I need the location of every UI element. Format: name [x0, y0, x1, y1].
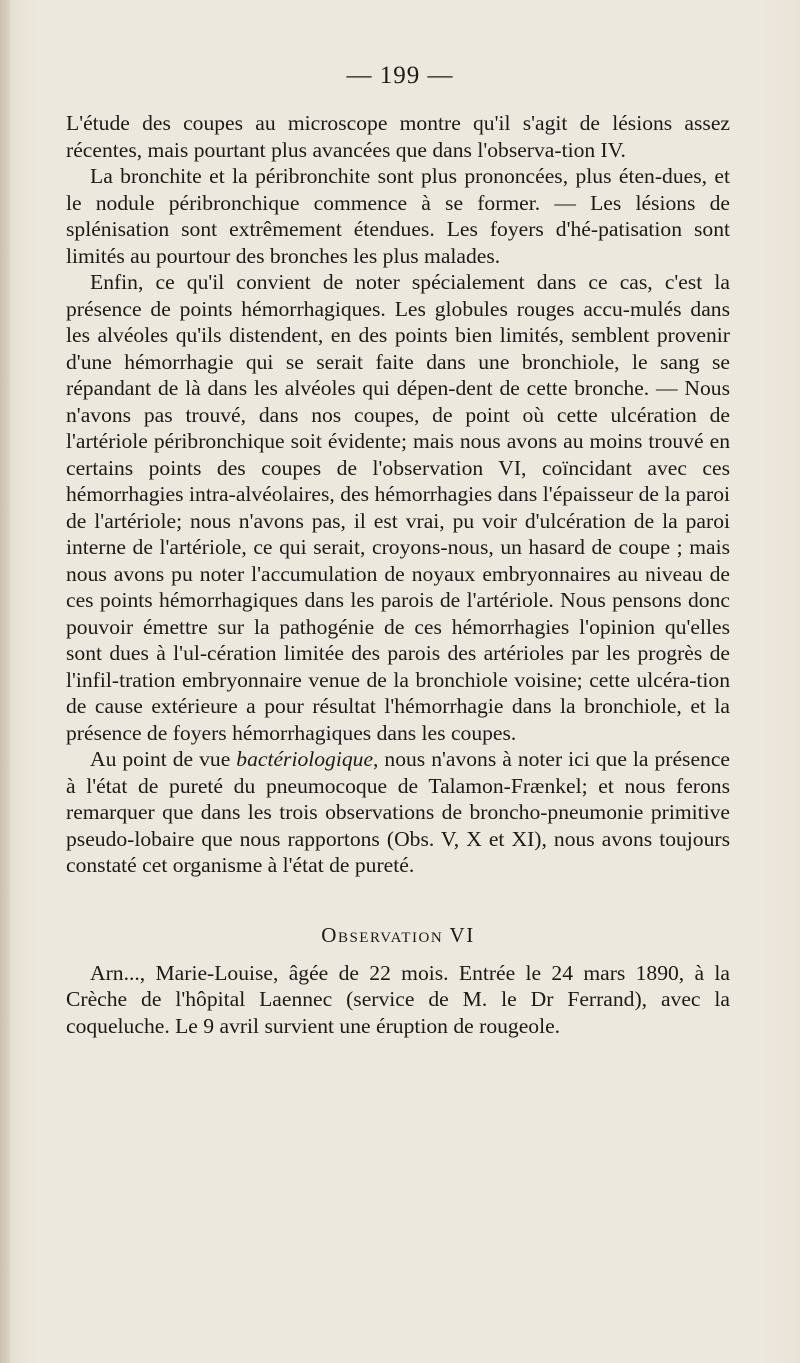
bacteriology-rest-text: , nous n'avons à noter ici que la présence à l'état de pureté du pneumocoque de Talamon-Frænkel; et nous ferons remarquer que dans les trois observations de broncho-pneumonie primitive pseudo-lobaire que nous rapportons (Obs. V, X et XI), nous avons toujours constaté cet organisme à l'état de pureté. [66, 747, 730, 877]
bacteriology-emphasis: bactériologique [236, 747, 374, 771]
paragraph-hemorrhagic-points: Enfin, ce qu'il convient de noter spécialement dans ce cas, c'est la présence de points hémorrhagiques. Les globules rouges accu-mulés dans les alvéoles qu'ils distendent, en des points bien limités, semblent provenir d'une hémorrhagie qui se serait faite dans une bronchiole, le sang se répandant de là dans les alvéoles qui dépen-dent de cette bronche. — Nous n'avons pas trouvé, dans nos coupes, de point où cette ulcération de l'artériole péribronchique soit évidente; mais nous avons au moins trouvé en certains points des coupes de l'observation VI, coïncidant avec ces hémorrhagies intra-alvéolaires, des hémorrhagies dans l'épaisseur de la paroi de l'artériole; nous n'avons pas, il est vrai, pu voir d'ulcération de la paroi interne de l'artériole, ce qui serait, croyons-nous, un hasard de coupe ; mais nous avons pu noter l'accumulation de noyaux embryonnaires au niveau de ces points hémorrhagiques dans les parois de l'artériole. Nous pensons donc pouvoir émettre sur la pathogénie de ces hémorrhagies l'opinion qu'elles sont dues à l'ul-cération limitée des parois des artérioles par les progrès de l'infil-tration embryonnaire venue de la bronchiole voisine; cette ulcéra-tion de cause extérieure a pour résultat l'hémorrhagie dans la bronchiole, et la présence de foyers hémorrhagiques dans les coupes. [66, 270, 730, 745]
page-binding-edge [0, 0, 10, 1363]
observation-paragraph: Arn..., Marie-Louise, âgée de 22 mois. Entrée le 24 mars 1890, à la Crèche de l'hôpital Laennec (service de M. le Dr Ferrand), avec la coqueluche. Le 9 avril survient une éruption de rougeole. [66, 960, 730, 1038]
main-text [66, 110, 730, 1039]
page-number: — 199 — [346, 62, 454, 89]
paragraph-microscope-study: L'étude des coupes au microscope montre qu'il s'agit de lésions assez récentes, mais pourtant plus avancées que dans l'observa-tion IV. [66, 111, 730, 162]
observation-heading: Observation VI [321, 922, 475, 947]
paragraph-bronchitis: La bronchite et la péribronchite sont plus prononcées, plus éten-dues, et le nodule péribronchique commence à se former. — Les lésions de splénisation sont extrêmement étendues. Les foyers d'hé-patisation sont limités au pourtour des bronches les plus malades. [66, 164, 730, 268]
paragraph-bacteriology [66, 746, 730, 879]
bacteriology-lead-text: Au point de vue [90, 747, 237, 771]
